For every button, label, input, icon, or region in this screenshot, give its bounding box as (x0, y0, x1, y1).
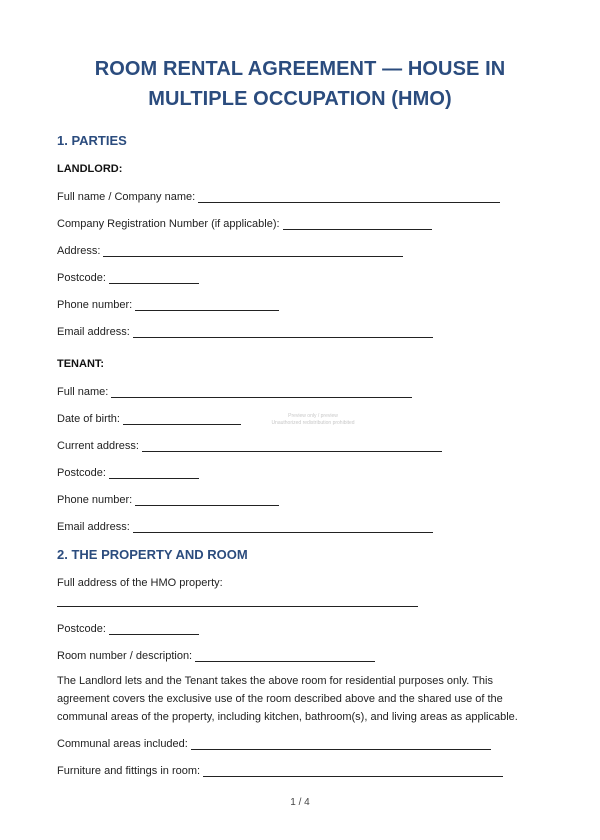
fill-line[interactable] (203, 765, 503, 777)
landlord-address-field[interactable] (57, 243, 403, 257)
fill-line[interactable] (142, 440, 442, 452)
landlord-phone-field[interactable] (57, 297, 279, 311)
field-label: Full name: (57, 386, 109, 398)
communal-areas-field[interactable] (57, 736, 491, 750)
fill-line[interactable] (198, 191, 500, 203)
field-label: Company Registration Number (if applicable): (57, 218, 280, 230)
field-label: Postcode: (57, 272, 106, 284)
watermark-line-1: Preview only / preview (288, 413, 338, 419)
field-label: Phone number: (57, 299, 133, 311)
field-label: Communal areas included: (57, 738, 188, 750)
field-label: Email address: (57, 326, 130, 338)
fill-line[interactable] (109, 467, 199, 479)
page-number: 1 / 4 (290, 797, 310, 808)
title-line-2: MULTIPLE OCCUPATION (HMO) (148, 88, 452, 110)
fill-line[interactable] (135, 299, 279, 311)
property-postcode-field[interactable] (57, 621, 199, 635)
field-label: Postcode: (57, 623, 106, 635)
landlord-postcode-field[interactable] (57, 270, 199, 284)
field-label: Address: (57, 245, 101, 257)
tenant-email-field[interactable] (57, 519, 433, 533)
field-label: Full address of the HMO property: (57, 577, 223, 589)
tenant-postcode-field[interactable] (57, 465, 199, 479)
tenant-dob-field[interactable] (57, 411, 241, 425)
fill-line[interactable] (133, 521, 433, 533)
fill-line[interactable] (133, 326, 433, 338)
fill-line[interactable] (109, 623, 199, 635)
field-label: Room number / description: (57, 650, 193, 662)
field-label: Postcode: (57, 467, 106, 479)
title-line-1: ROOM RENTAL AGREEMENT — HOUSE IN (94, 58, 506, 80)
document-title (40, 54, 560, 114)
section-2-heading: 2. THE PROPERTY AND ROOM (57, 547, 248, 562)
landlord-company-reg-field[interactable] (57, 216, 432, 230)
fill-line[interactable] (191, 738, 491, 750)
fill-line[interactable] (109, 272, 199, 284)
section-1-heading: 1. PARTIES (57, 133, 127, 148)
hmo-address-line[interactable] (57, 605, 418, 607)
field-label: Furniture and fittings in room: (57, 765, 201, 777)
field-label: Date of birth: (57, 413, 120, 425)
fill-line[interactable] (283, 218, 432, 230)
room-description-field[interactable] (57, 648, 375, 662)
fill-line[interactable] (195, 650, 375, 662)
furniture-fittings-field[interactable] (57, 763, 503, 777)
field-label: Current address: (57, 440, 139, 452)
preview-watermark (248, 413, 378, 427)
fill-line[interactable] (103, 245, 403, 257)
fill-line[interactable] (135, 494, 279, 506)
landlord-label: LANDLORD: (57, 163, 123, 175)
hmo-address-label (57, 575, 223, 589)
fill-line[interactable] (111, 386, 412, 398)
fill-line[interactable] (123, 413, 241, 425)
agreement-paragraph: The Landlord lets and the Tenant takes the above room for residential purposes only. This agreement covers the exclusive use of the room described above and the shared use of the communal areas of the property, including kitchen, bathroom(s), and living areas as applicable. (57, 675, 518, 723)
field-label: Phone number: (57, 494, 133, 506)
landlord-email-field[interactable] (57, 324, 433, 338)
tenant-current-address-field[interactable] (57, 438, 442, 452)
watermark-line-2: Unauthorized redistribution prohibited (271, 420, 355, 426)
tenant-phone-field[interactable] (57, 492, 279, 506)
field-label: Full name / Company name: (57, 191, 196, 203)
tenant-label: TENANT: (57, 358, 105, 370)
field-label: Email address: (57, 521, 130, 533)
landlord-full-name-field[interactable] (57, 189, 500, 203)
tenant-full-name-field[interactable] (57, 384, 412, 398)
